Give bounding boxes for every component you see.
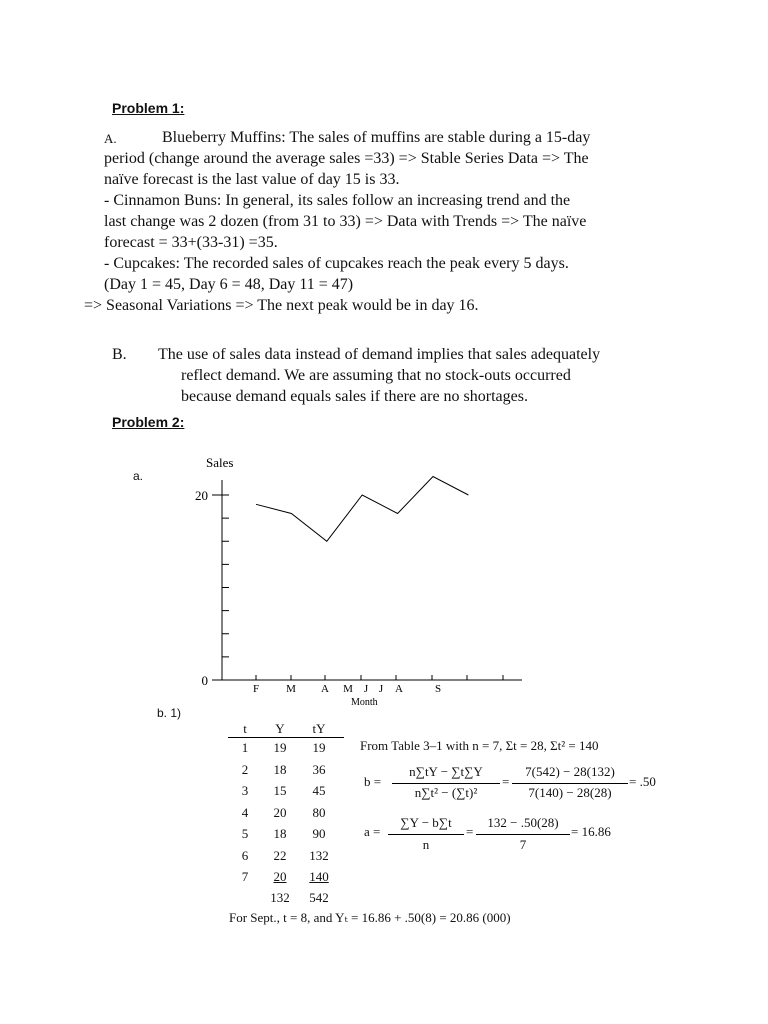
table-cell: 2 [241, 762, 249, 777]
problem1-line-1: Blueberry Muffins: The sales of muffins are stable during a 15-day [162, 129, 591, 146]
problem1-line-4: - Cinnamon Buns: In general, its sales follow an increasing trend and the [104, 192, 571, 209]
b-fraction-bar-1 [392, 783, 500, 784]
problem1-b-line-1: The use of sales data instead of demand implies that sales adequately [158, 346, 601, 363]
problem1-line-2: period (change around the average sales =33) => Stable Series Data => The [104, 150, 589, 167]
table-cell: 1 [241, 740, 249, 755]
chart-xlabel: Month [351, 697, 378, 708]
table-cell: 20 [273, 805, 287, 820]
chart-ylabel: Sales [206, 455, 234, 470]
a-formula-denominator: n [422, 837, 430, 852]
problem1-b-line-2: reflect demand. We are assuming that no stock-outs occurred [181, 367, 571, 384]
x-tick-label: A [395, 683, 403, 695]
x-tick-label: M [343, 683, 353, 695]
problem1-line-9: => Seasonal Variations => The next peak would be in day 16. [84, 297, 479, 314]
b-formula-result: = .50 [629, 774, 656, 789]
problem1-line-7: - Cupcakes: The recorded sales of cupcakes reach the peak every 5 days. [104, 255, 569, 272]
table-header-y: Y [275, 721, 285, 736]
a-formula-numerator-values: 132 − .50(28) [487, 815, 559, 830]
b-fraction-bar-2 [512, 783, 628, 784]
x-tick-label: J [378, 683, 384, 695]
problem1-line-6: forecast = 33+(33-31) =35. [104, 234, 278, 251]
x-tick-label: A [321, 683, 329, 695]
b-formula-denominator-values: 7(140) − 28(28) [528, 785, 612, 800]
table-cell: 36 [312, 762, 326, 777]
problem1-line-5: last change was 2 dozen (from 31 to 33) => Data with Trends => The naïve [104, 213, 587, 230]
b-formula-equals: = [502, 774, 510, 789]
table-header-rule [228, 737, 344, 738]
table-cell: 45 [312, 783, 326, 798]
section-a-marker: A. [104, 131, 117, 146]
table-cell: 19 [312, 740, 326, 755]
table-cell: 18 [273, 826, 287, 841]
part-b-marker: b. 1) [157, 706, 182, 720]
table-cell: 6 [241, 848, 249, 863]
table-cell: 90 [312, 826, 326, 841]
problem1-line-3: naïve forecast is the last value of day 15 is 33. [104, 171, 400, 188]
a-formula-result: = 16.86 [571, 824, 611, 839]
sales-series-line [256, 477, 468, 542]
table-cell: 19 [273, 740, 287, 755]
table-cell: 132 [309, 848, 329, 863]
a-formula-lhs: a = [364, 824, 381, 839]
table-cell: 22 [273, 848, 287, 863]
table-total-y: 132 [270, 890, 290, 905]
a-formula-numerator: ∑Y − b∑t [400, 815, 452, 830]
table-cell: 140 [309, 869, 329, 884]
b-formula-numerator-values: 7(542) − 28(132) [525, 764, 615, 779]
forecast-line: For Sept., t = 8, and Yₜ = 16.86 + .50(8) = 20.86 (000) [229, 910, 511, 925]
table-cell: 15 [273, 783, 287, 798]
problem1-heading: Problem 1: [112, 100, 185, 116]
table-cell: 80 [312, 805, 326, 820]
x-tick-label: F [252, 683, 260, 695]
table-cell: 20 [273, 869, 287, 884]
table-header-t: t [243, 721, 247, 736]
b-formula-lhs: b = [364, 774, 382, 789]
x-tick-label: M [286, 683, 296, 695]
from-table-note: From Table 3–1 with n = 7, Σt = 28, Σt² = 140 [360, 738, 599, 753]
a-formula-denominator-values: 7 [519, 837, 527, 852]
b-formula-denominator: n∑t² − (∑t)² [414, 785, 478, 800]
table-total-ty: 542 [309, 890, 329, 905]
table-cell: 7 [241, 869, 249, 884]
problem1-line-8: (Day 1 = 45, Day 6 = 48, Day 11 = 47) [104, 276, 354, 293]
a-fraction-bar-1 [388, 834, 464, 835]
x-tick-label: S [434, 683, 442, 695]
part-a-marker: a. [133, 469, 144, 483]
y-tick-label: 0 [201, 673, 208, 688]
b-formula-numerator: n∑tY − ∑t∑Y [409, 764, 483, 779]
problem1-b-line-3: because demand equals sales if there are no shortages. [181, 388, 528, 405]
table-cell: 4 [241, 805, 249, 820]
table-cell: 18 [273, 762, 287, 777]
table-cell: 5 [241, 826, 249, 841]
table-cell: 3 [241, 783, 249, 798]
a-fraction-bar-2 [476, 834, 570, 835]
x-tick-label: J [363, 683, 369, 695]
problem2-heading: Problem 2: [112, 414, 185, 430]
a-formula-equals: = [466, 824, 474, 839]
y-tick-label: 20 [195, 488, 208, 503]
table-header-ty: tY [312, 721, 326, 736]
section-b-marker: B. [112, 346, 127, 363]
